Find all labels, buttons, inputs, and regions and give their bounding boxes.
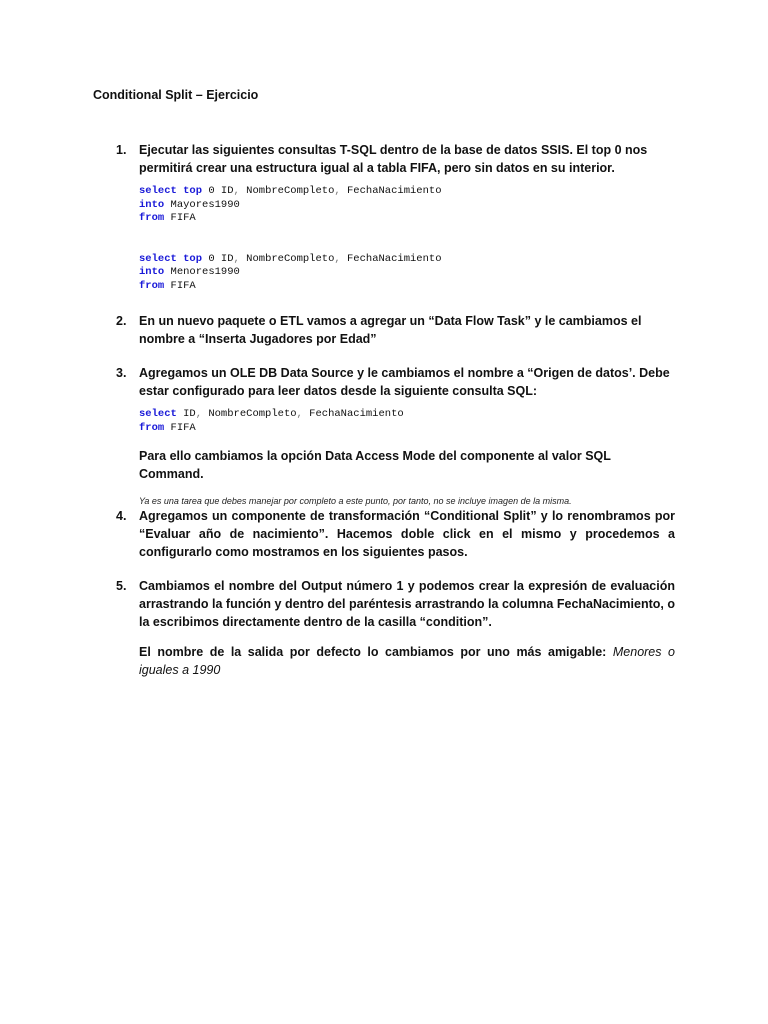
list-item-body <box>139 364 675 510</box>
note-text: Ya es una tarea que debes manejar por completo a este punto, por tanto, no se incluye imagen de la misma. <box>139 496 572 506</box>
code-keyword: from <box>139 279 165 292</box>
code-keyword: from <box>139 212 165 224</box>
list-item-text: Cambiamos el nombre del Output número 1 y podemos crear la expresión de evaluación arrastrando la función y dentro del paréntesis arrastrando la columna FechaNacimiento, o la escribimos directamente dentro de la casilla “condition”. <box>139 579 675 629</box>
code-keyword: into <box>139 198 165 211</box>
list-item-body <box>139 141 675 293</box>
code-text: ID <box>176 408 196 420</box>
code-keyword: select <box>139 252 177 265</box>
code-block-2 <box>139 253 675 294</box>
code-text: FIFA <box>164 279 196 292</box>
list-item-follow-text <box>139 643 675 679</box>
code-text: FIFA <box>164 212 196 224</box>
code-keyword: from <box>139 421 165 434</box>
code-keyword: into <box>139 266 165 278</box>
code-block-1 <box>139 185 675 226</box>
list-item-text: Ejecutar las siguientes consultas T-SQL dentro de la base de datos SSIS. El top 0 nos permitirá crear una estructura igual al a tabla FIFA, pero sin datos en su interior. <box>139 143 648 175</box>
code-separator: , <box>233 185 240 197</box>
code-separator: , <box>195 408 203 420</box>
list-item-body <box>139 312 675 348</box>
code-text: 0 ID <box>202 252 234 265</box>
code-text: NombreCompleto <box>239 252 335 265</box>
code-separator: , <box>334 185 341 197</box>
list-item-number: 3. <box>116 366 127 380</box>
code-text: NombreCompleto <box>202 408 297 420</box>
list-item-text: Agregamos un OLE DB Data Source y le cambiamos el nombre a “Origen de datos’. Debe estar configurado para leer datos desde la siguiente consulta SQL: <box>139 366 670 398</box>
document-title: Conditional Split – Ejercicio <box>93 88 259 102</box>
code-keyword: select <box>139 408 177 420</box>
code-text: FechaNacimiento <box>340 252 442 265</box>
list-item-body <box>139 577 675 679</box>
code-separator: , <box>296 408 303 420</box>
code-text: Mayores1990 <box>164 198 240 211</box>
code-text: NombreCompleto <box>239 185 335 197</box>
list-item-follow-text: Para ello cambiamos la opción Data Access Mode del componente al valor SQL Command. <box>139 449 611 481</box>
code-text: 0 ID <box>202 185 234 197</box>
list-item-text: Agregamos un componente de transformación “Conditional Split” y lo renombramos por “Evaluar año de nacimiento”. Hacemos doble click en el mismo y procedemos a configurarlo como mostramos en los siguientes pasos. <box>139 509 675 559</box>
code-keyword: top <box>183 252 203 265</box>
code-keyword: select <box>139 185 177 197</box>
follow-text: El nombre de la salida por defecto lo cambiamos por uno más amigable: <box>139 645 613 659</box>
list-item-number: 5. <box>116 579 127 593</box>
code-text: Menores1990 <box>164 266 240 278</box>
code-text: FIFA <box>164 421 196 434</box>
list-item-body <box>139 507 675 561</box>
code-text: FechaNacimiento <box>302 408 404 420</box>
follow-italic-text: Menores o iguales a 1990 <box>139 645 675 677</box>
code-text: FechaNacimiento <box>340 185 442 197</box>
code-keyword: top <box>183 185 203 197</box>
list-item-number: 1. <box>116 143 127 157</box>
code-block-3 <box>139 408 675 435</box>
list-item-text: En un nuevo paquete o ETL vamos a agregar un “Data Flow Task” y le cambiamos el nombre a “Inserta Jugadores por Edad” <box>139 314 642 346</box>
code-separator: , <box>334 252 341 265</box>
list-item-number: 4. <box>116 509 127 523</box>
list-item-number: 2. <box>116 314 127 328</box>
code-separator: , <box>233 252 240 265</box>
